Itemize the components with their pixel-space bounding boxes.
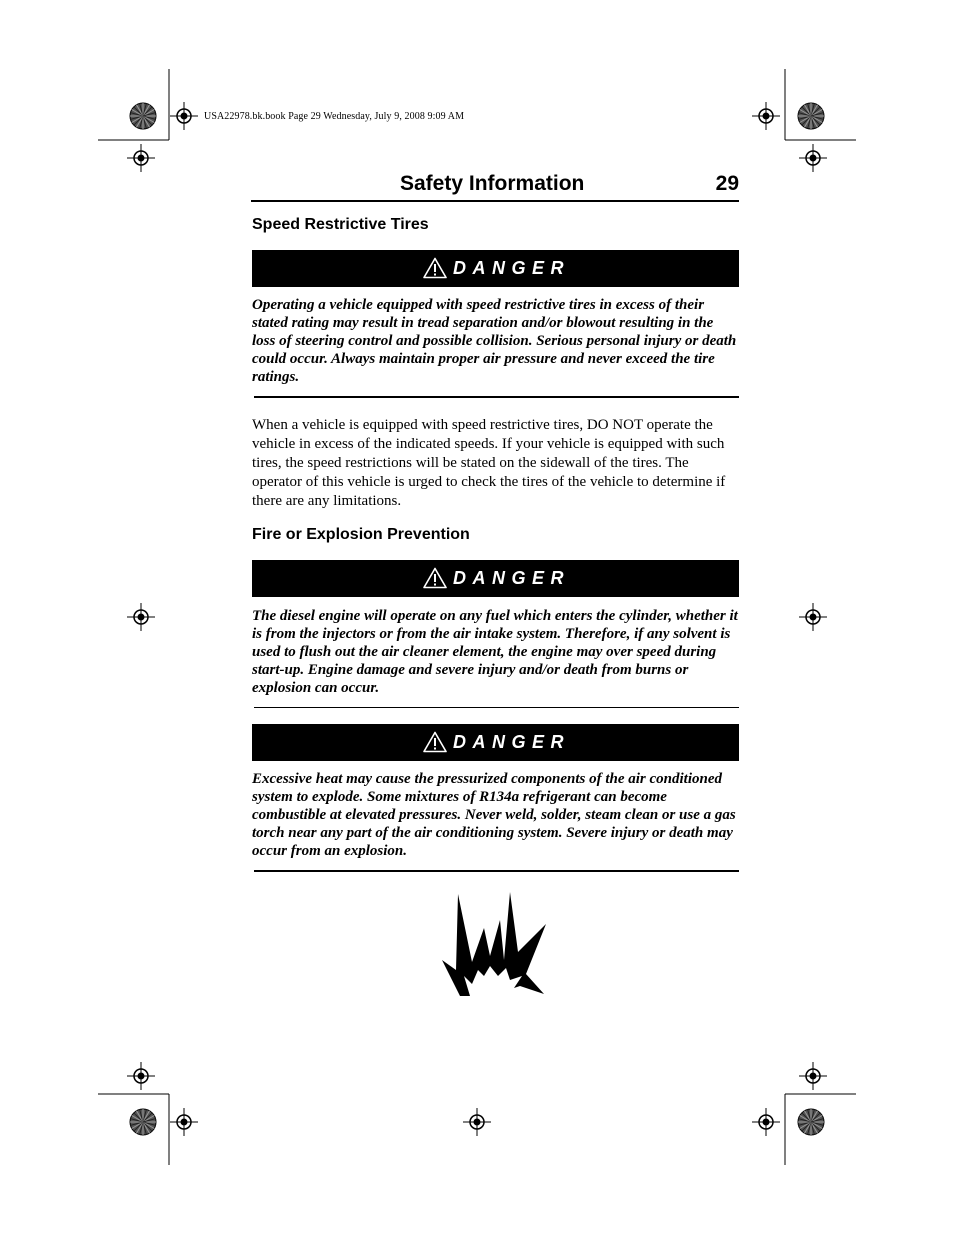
registration-mark-icon xyxy=(799,603,827,631)
registration-mark-icon xyxy=(752,102,780,130)
danger-text: Excessive heat may cause the pressurized components of the air conditioned system to explode. Some mixtures of R134a refrigerant can become combustible at elevated pressures. Never weld, solder, steam clean or use a gas torch near any part of the air conditioning system. Severe injury or death may occur from an explosion. xyxy=(252,771,736,859)
danger-banner xyxy=(252,724,739,761)
color-bar-icon xyxy=(130,103,156,129)
danger-text: Operating a vehicle equipped with speed restrictive tires in excess of their stated rating may result in tread separation and/or blowout resulting in the loss of steering control and possible collision. Serious personal injury or death could occur. Always maintain proper air pressure and never exceed the tire ratings. xyxy=(252,297,737,385)
warning-triangle-icon xyxy=(423,731,447,753)
color-bar-icon xyxy=(130,1109,156,1135)
registration-mark-icon xyxy=(127,1062,155,1090)
explosion-icon xyxy=(440,890,550,998)
warning-triangle-icon xyxy=(423,257,447,279)
body-paragraph: When a vehicle is equipped with speed restrictive tires, DO NOT operate the vehicle in excess of the indicated speeds. If your vehicle is equipped with such tires, the speed restrictions will be stated on the sidewall of the tires. The operator of this vehicle is urged to check the tires of the vehicle to determine if there are any limitations. xyxy=(252,417,726,509)
page-header xyxy=(251,172,739,202)
file-info: USA22978.bk.book Page 29 Wednesday, July 9, 2008 9:09 AM xyxy=(204,111,465,122)
danger-label: DANGER xyxy=(453,567,571,588)
color-bar-icon xyxy=(798,103,824,129)
registration-mark-icon xyxy=(127,144,155,172)
registration-mark-icon xyxy=(799,1062,827,1090)
danger-label: DANGER xyxy=(453,257,571,278)
divider xyxy=(254,707,739,708)
registration-mark-icon xyxy=(127,603,155,631)
danger-label: DANGER xyxy=(453,731,571,752)
page-title: Safety Information xyxy=(400,172,585,195)
divider xyxy=(254,870,739,872)
section-heading-fire-explosion-prevention: Fire or Explosion Prevention xyxy=(252,526,470,543)
danger-banner xyxy=(252,250,739,287)
section-heading-speed-restrictive-tires: Speed Restrictive Tires xyxy=(252,216,429,233)
page-number: 29 xyxy=(715,172,739,195)
registration-mark-icon xyxy=(463,1108,491,1136)
danger-text: The diesel engine will operate on any fuel which enters the cylinder, whether it is from the injectors or from the air intake system. Therefore, if any solvent is used to flush out the air cleaner element, the engine may over speed during start-up. Engine damage and severe injury and/or death from burns or explosion can occur. xyxy=(252,608,738,696)
registration-mark-icon xyxy=(799,144,827,172)
registration-mark-icon xyxy=(170,1108,198,1136)
warning-triangle-icon xyxy=(423,567,447,589)
color-bar-icon xyxy=(798,1109,824,1135)
registration-mark-icon xyxy=(170,102,198,130)
divider xyxy=(254,396,739,398)
danger-banner xyxy=(252,560,739,597)
registration-mark-icon xyxy=(752,1108,780,1136)
